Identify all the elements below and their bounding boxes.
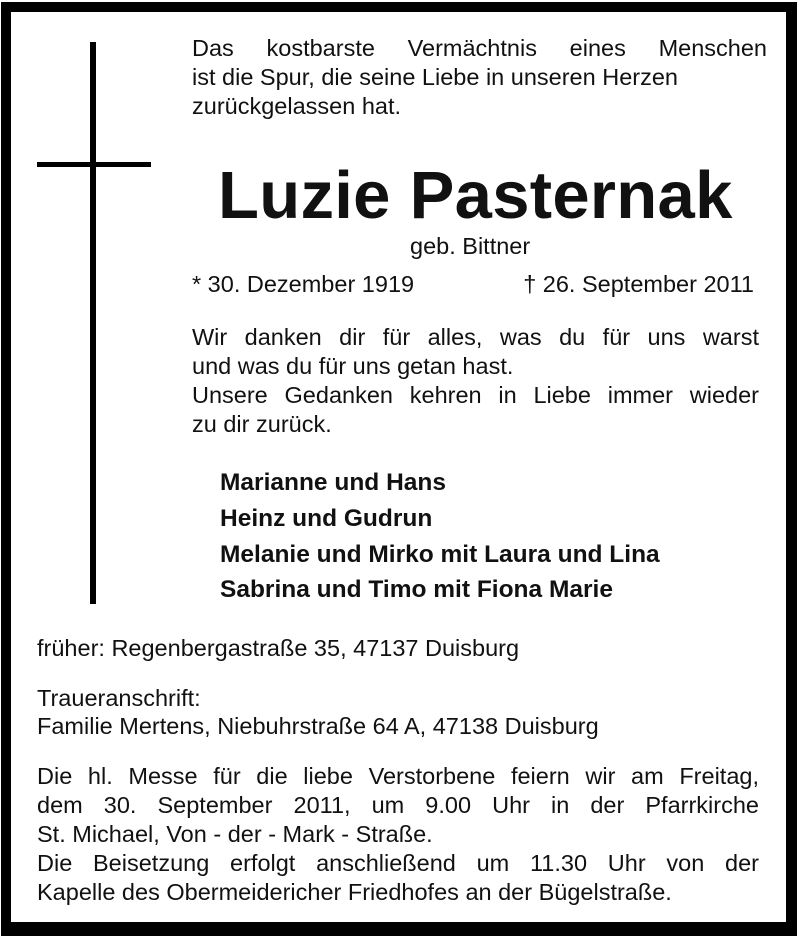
deceased-name: Luzie Pasternak xyxy=(218,158,733,233)
service-line: St. Michael, Von - der - Mark - Straße. xyxy=(37,821,433,847)
mourner-entry: Sabrina und Timo mit Fiona Marie xyxy=(220,576,613,603)
life-dates xyxy=(192,270,754,299)
thanks-line: Unsere Gedanken kehren in Liebe immer wieder xyxy=(192,382,759,408)
service-line: Die hl. Messe für die liebe Verstorbene feiern wir am Freitag, xyxy=(37,763,759,789)
mourner-entry: Melanie und Mirko mit Laura und Lina xyxy=(220,541,660,568)
thanks-text xyxy=(192,323,759,439)
service-line: dem 30. September 2011, um 9.00 Uhr in der Pfarrkirche xyxy=(37,792,759,818)
mourning-address: Familie Mertens, Niebuhrstraße 64 A, 47138 Duisburg xyxy=(37,713,599,739)
cross-icon-horizontal-bar xyxy=(37,162,151,167)
mourner-entry: Marianne und Hans xyxy=(220,469,446,496)
mourners-list xyxy=(220,465,660,607)
quote-line: Das kostbarste Vermächtnis eines Menschen xyxy=(192,35,767,61)
service-line: Kapelle des Obermeidericher Friedhofes an der Bügelstraße. xyxy=(37,879,672,905)
former-address: früher: Regenbergastraße 35, 47137 Duisburg xyxy=(37,635,520,661)
quote-line: zurückgelassen hat. xyxy=(192,93,402,119)
quote-line: ist die Spur, die seine Liebe in unseren Herzen xyxy=(192,64,678,90)
birth-date: * 30. Dezember 1919 xyxy=(192,271,415,297)
thanks-line: und was du für uns getan hast. xyxy=(192,353,514,379)
service-line: Die Beisetzung erfolgt anschließend um 11.30 Uhr von der xyxy=(37,850,759,876)
service-details xyxy=(37,762,759,907)
cross-icon-vertical-bar xyxy=(90,42,96,604)
maiden-name: geb. Bittner xyxy=(410,233,531,259)
death-date: † 26. September 2011 xyxy=(523,271,754,297)
mourning-address-label: Traueranschrift: xyxy=(37,685,201,711)
thanks-line: zu dir zurück. xyxy=(192,411,332,437)
mourner-entry: Heinz und Gudrun xyxy=(220,505,433,532)
memorial-quote xyxy=(192,34,767,121)
thanks-line: Wir danken dir für alles, was du für uns warst xyxy=(192,324,759,350)
